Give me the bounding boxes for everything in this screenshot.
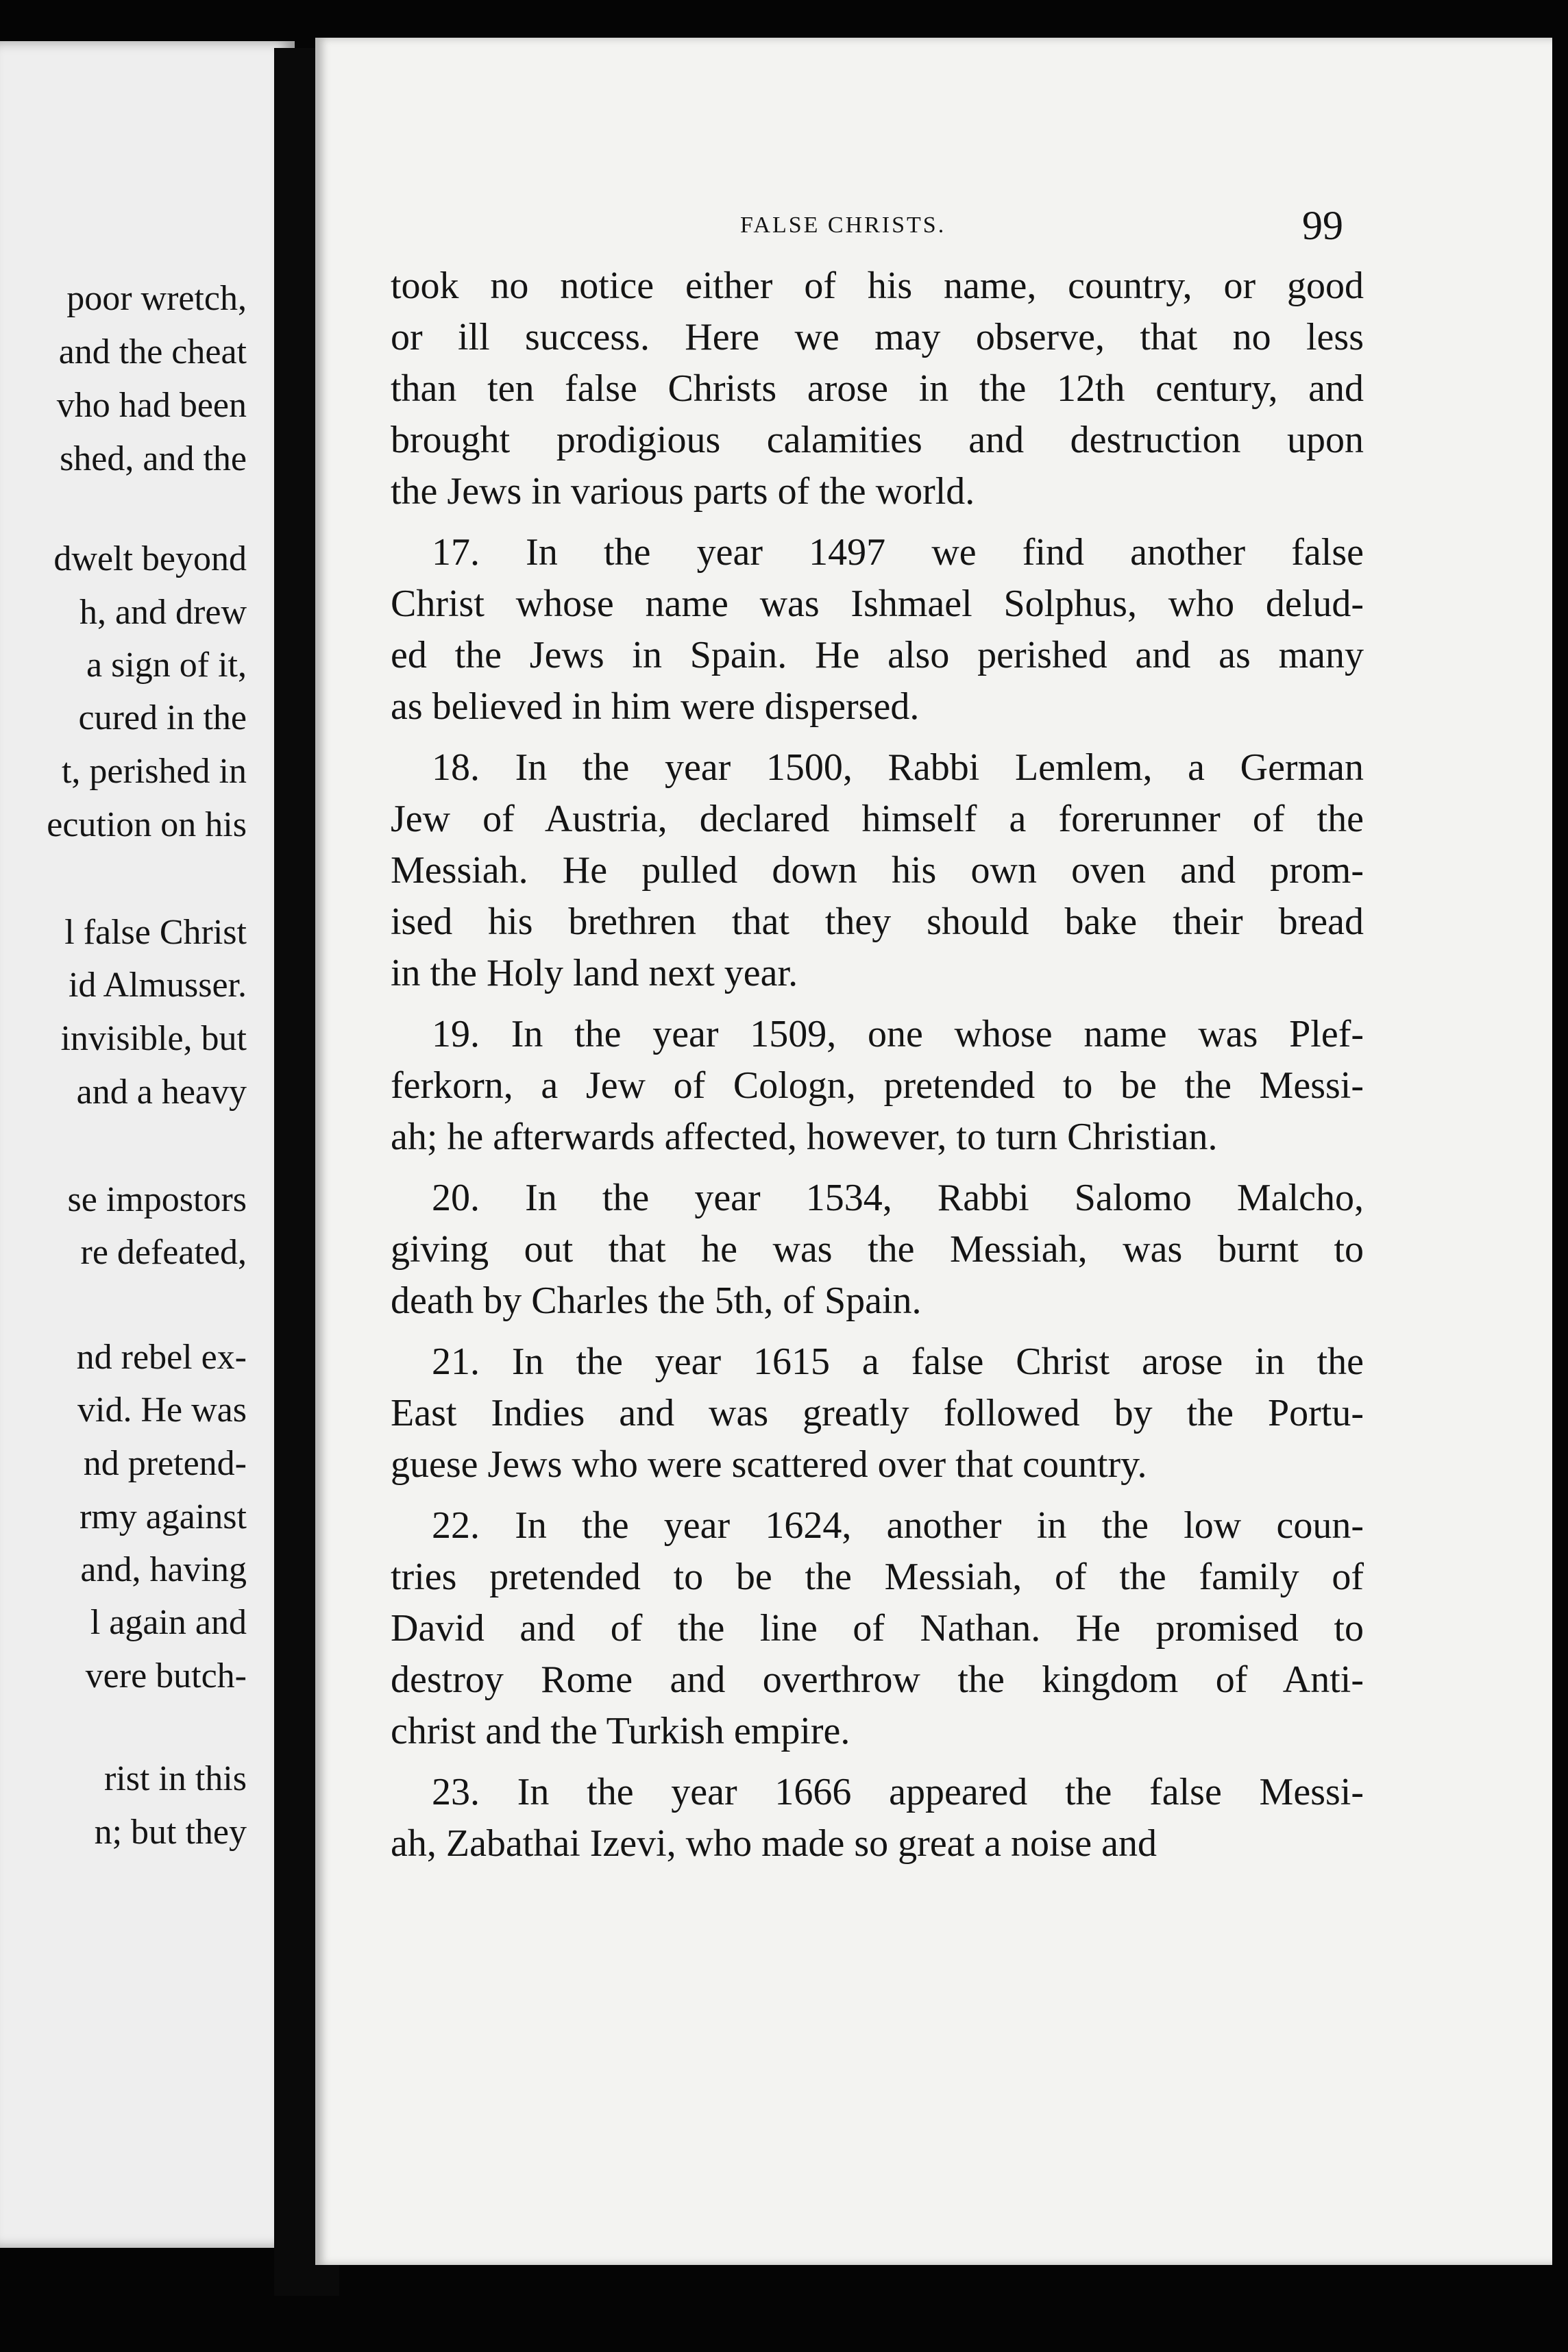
left-page-line: poor wretch,: [66, 279, 247, 318]
paragraph: [391, 1009, 1364, 1163]
text-line: 18. In the year 1500, Rabbi Lemlem, a German: [432, 746, 1364, 789]
left-page-line: l again and: [90, 1603, 247, 1642]
left-page-line: and, having: [80, 1550, 247, 1589]
text-line: 19. In the year 1509, one whose name was Plef-: [432, 1013, 1364, 1055]
left-page-line: vid. He was: [77, 1391, 247, 1430]
text-line: brought prodigious calamities and destruction upon: [391, 419, 1364, 461]
page-number: 99: [1302, 203, 1343, 248]
text-line: destroy Rome and overthrow the kingdom of Anti-: [391, 1658, 1364, 1701]
left-page-line: ecution on his: [47, 805, 247, 844]
paragraph: [391, 1500, 1364, 1757]
left-page-line: a sign of it,: [86, 646, 247, 685]
paragraph: [391, 1767, 1364, 1870]
text-line: 17. In the year 1497 we find another false: [432, 531, 1364, 574]
text-line: ferkorn, a Jew of Cologn, pretended to be the Messi-: [391, 1064, 1364, 1107]
left-page-line: cured in the: [78, 698, 247, 737]
text-line: took no notice either of his name, country, or good: [391, 265, 1364, 307]
body-text: [391, 260, 1364, 1870]
text-line: Messiah. He pulled down his own oven and prom-: [391, 849, 1364, 892]
left-page-line: l false Christ: [64, 913, 247, 952]
left-page-line: shed, and the: [60, 439, 247, 478]
left-page-line: invisible, but: [60, 1019, 247, 1058]
right-page: [315, 38, 1552, 2265]
text-line: death by Charles the 5th, of Spain.: [391, 1279, 922, 1322]
left-page: [0, 41, 295, 2248]
left-page-line: id Almusser.: [68, 966, 247, 1005]
text-line: ah; he afterwards affected, however, to turn Christian.: [391, 1116, 1218, 1158]
left-page-line: re defeated,: [80, 1233, 247, 1272]
text-line: East Indies and was greatly followed by the Portu-: [391, 1392, 1364, 1434]
text-line: David and of the line of Nathan. He promised to: [391, 1607, 1364, 1650]
text-line: ed the Jews in Spain. He also perished and as many: [391, 634, 1364, 676]
text-line: in the Holy land next year.: [391, 952, 798, 994]
paragraph: [391, 742, 1364, 999]
left-page-line: and the cheat: [58, 332, 247, 371]
text-line: 22. In the year 1624, another in the low coun-: [432, 1504, 1364, 1547]
running-head: FALSE CHRISTS.: [740, 212, 946, 238]
text-line: or ill success. Here we may observe, that no less: [391, 316, 1364, 358]
page-header: [315, 175, 1552, 248]
paragraph: [391, 1173, 1364, 1327]
text-line: the Jews in various parts of the world.: [391, 470, 975, 513]
text-line: than ten false Christs arose in the 12th century, and: [391, 367, 1364, 410]
paragraph: [391, 260, 1364, 517]
text-line: guese Jews who were scattered over that country.: [391, 1443, 1147, 1486]
left-page-line: se impostors: [67, 1180, 247, 1219]
left-page-line: vere butch-: [85, 1656, 247, 1695]
left-page-line: and a heavy: [76, 1073, 247, 1112]
left-page-line: n; but they: [94, 1813, 247, 1852]
text-line: giving out that he was the Messiah, was burnt to: [391, 1228, 1364, 1271]
left-page-line: dwelt beyond: [53, 539, 247, 578]
text-line: ised his brethren that they should bake their bread: [391, 901, 1364, 943]
text-line: as believed in him were dispersed.: [391, 685, 920, 728]
paragraph: [391, 527, 1364, 733]
left-page-line: nd rebel ex-: [76, 1338, 247, 1377]
left-page-line: vho had been: [56, 386, 247, 425]
left-page-line: h, and drew: [79, 593, 247, 632]
text-line: 23. In the year 1666 appeared the false Messi-: [432, 1771, 1364, 1813]
text-line: Jew of Austria, declared himself a forerunner of the: [391, 798, 1364, 840]
text-line: 21. In the year 1615 a false Christ arose in the: [432, 1340, 1364, 1383]
left-page-line: rist in this: [103, 1759, 247, 1798]
text-line: ah, Zabathai Izevi, who made so great a noise and: [391, 1822, 1157, 1865]
left-page-line: rmy against: [79, 1497, 247, 1536]
paragraph: [391, 1336, 1364, 1491]
left-page-line: nd pretend-: [83, 1444, 247, 1483]
text-line: tries pretended to be the Messiah, of the family of: [391, 1556, 1364, 1598]
text-line: christ and the Turkish empire.: [391, 1710, 850, 1752]
text-line: Christ whose name was Ishmael Solphus, who delud-: [391, 583, 1364, 625]
text-line: 20. In the year 1534, Rabbi Salomo Malcho,: [432, 1177, 1364, 1219]
left-page-line: t, perished in: [61, 752, 247, 791]
